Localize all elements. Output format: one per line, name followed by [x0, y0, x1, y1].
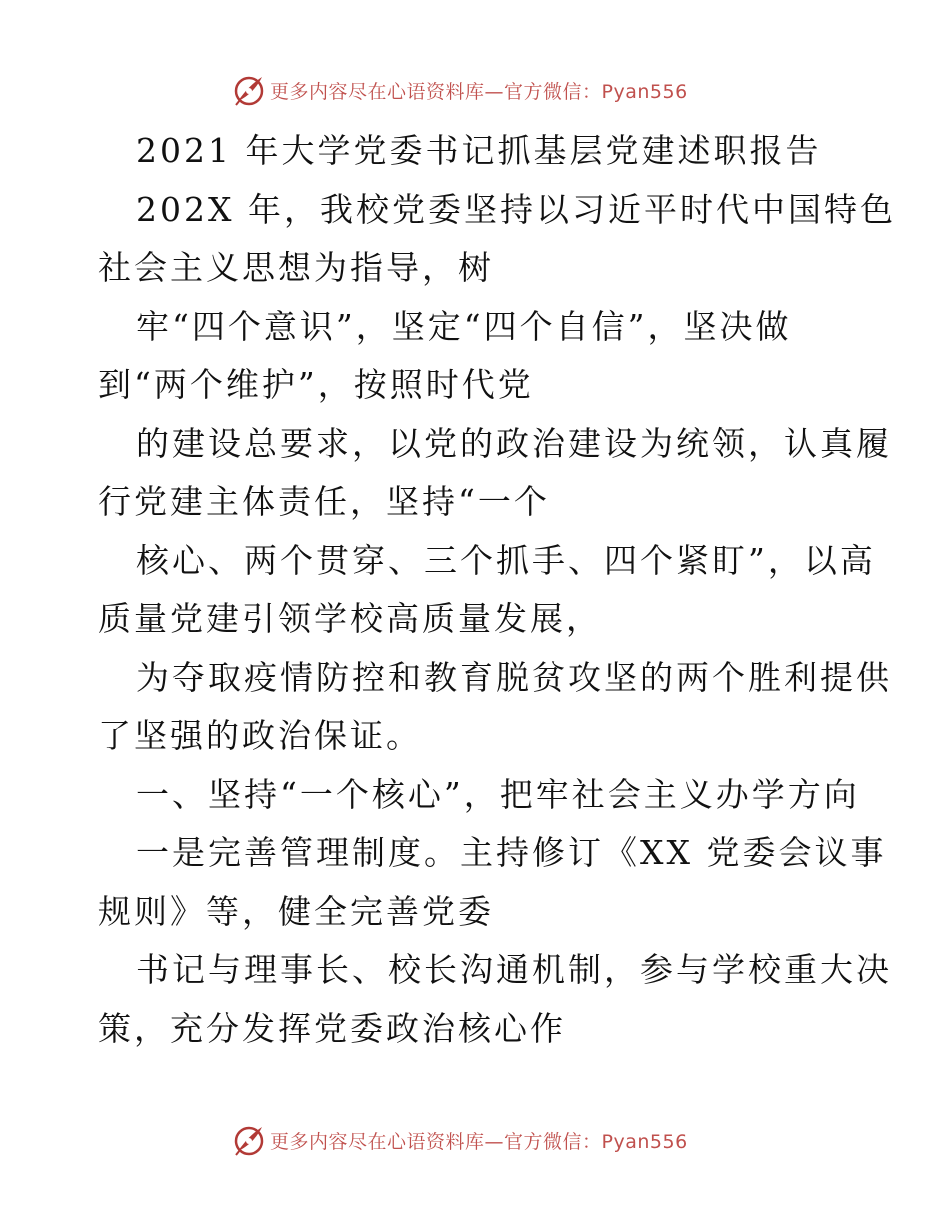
paragraph-line: 核心、两个贯穿、三个抓手、四个紧盯”，以高 [136, 540, 876, 580]
paragraph-line: 的建设总要求，以党的政治建设为统领，认真履 [136, 423, 892, 463]
wechat-id: Pyan556 [601, 1130, 688, 1153]
banner-text: 更多内容尽在心语资料库—官方微信： [270, 1130, 602, 1153]
paragraph-line: 一是完善管理制度。主持修订《XX 党委会议事 [136, 833, 887, 872]
paragraph-line: 书记与理事长、校长沟通机制，参与学校重大决 [136, 950, 892, 989]
paragraph-line: 为夺取疫情防控和教育脱贫攻坚的两个胜利提供 [136, 657, 892, 697]
header-banner [232, 72, 688, 108]
paragraph-line: 社会主义思想为指导，树 [98, 248, 494, 287]
wechat-id: Pyan556 [601, 80, 688, 103]
paragraph-line: 202X 年，我校党委坚持以习近平时代中国特色 [136, 189, 896, 229]
quill-pen-logo-icon [232, 73, 266, 107]
footer-banner [232, 1122, 688, 1158]
document-title: 2021 年大学党委书记抓基层党建述职报告 [136, 131, 822, 170]
section-heading: 一、坚持“一个核心”，把牢社会主义办学方向 [136, 774, 860, 814]
paragraph-line: 规则》等，健全完善党委 [98, 891, 494, 931]
paragraph-line: 了坚强的政治保证。 [98, 716, 422, 755]
banner-text: 更多内容尽在心语资料库—官方微信： [270, 80, 602, 103]
paragraph-line: 质量党建引领学校高质量发展， [98, 599, 602, 638]
document-body [98, 122, 896, 1058]
paragraph-line: 牢“四个意识”，坚定“四个自信”，坚决做 [136, 306, 792, 346]
paragraph-line: 到“两个维护”，按照时代党 [98, 365, 534, 404]
paragraph-line: 行党建主体责任，坚持“一个 [98, 482, 550, 521]
quill-pen-logo-icon [232, 1123, 266, 1157]
paragraph-line: 策，充分发挥党委政治核心作 [98, 1008, 566, 1048]
